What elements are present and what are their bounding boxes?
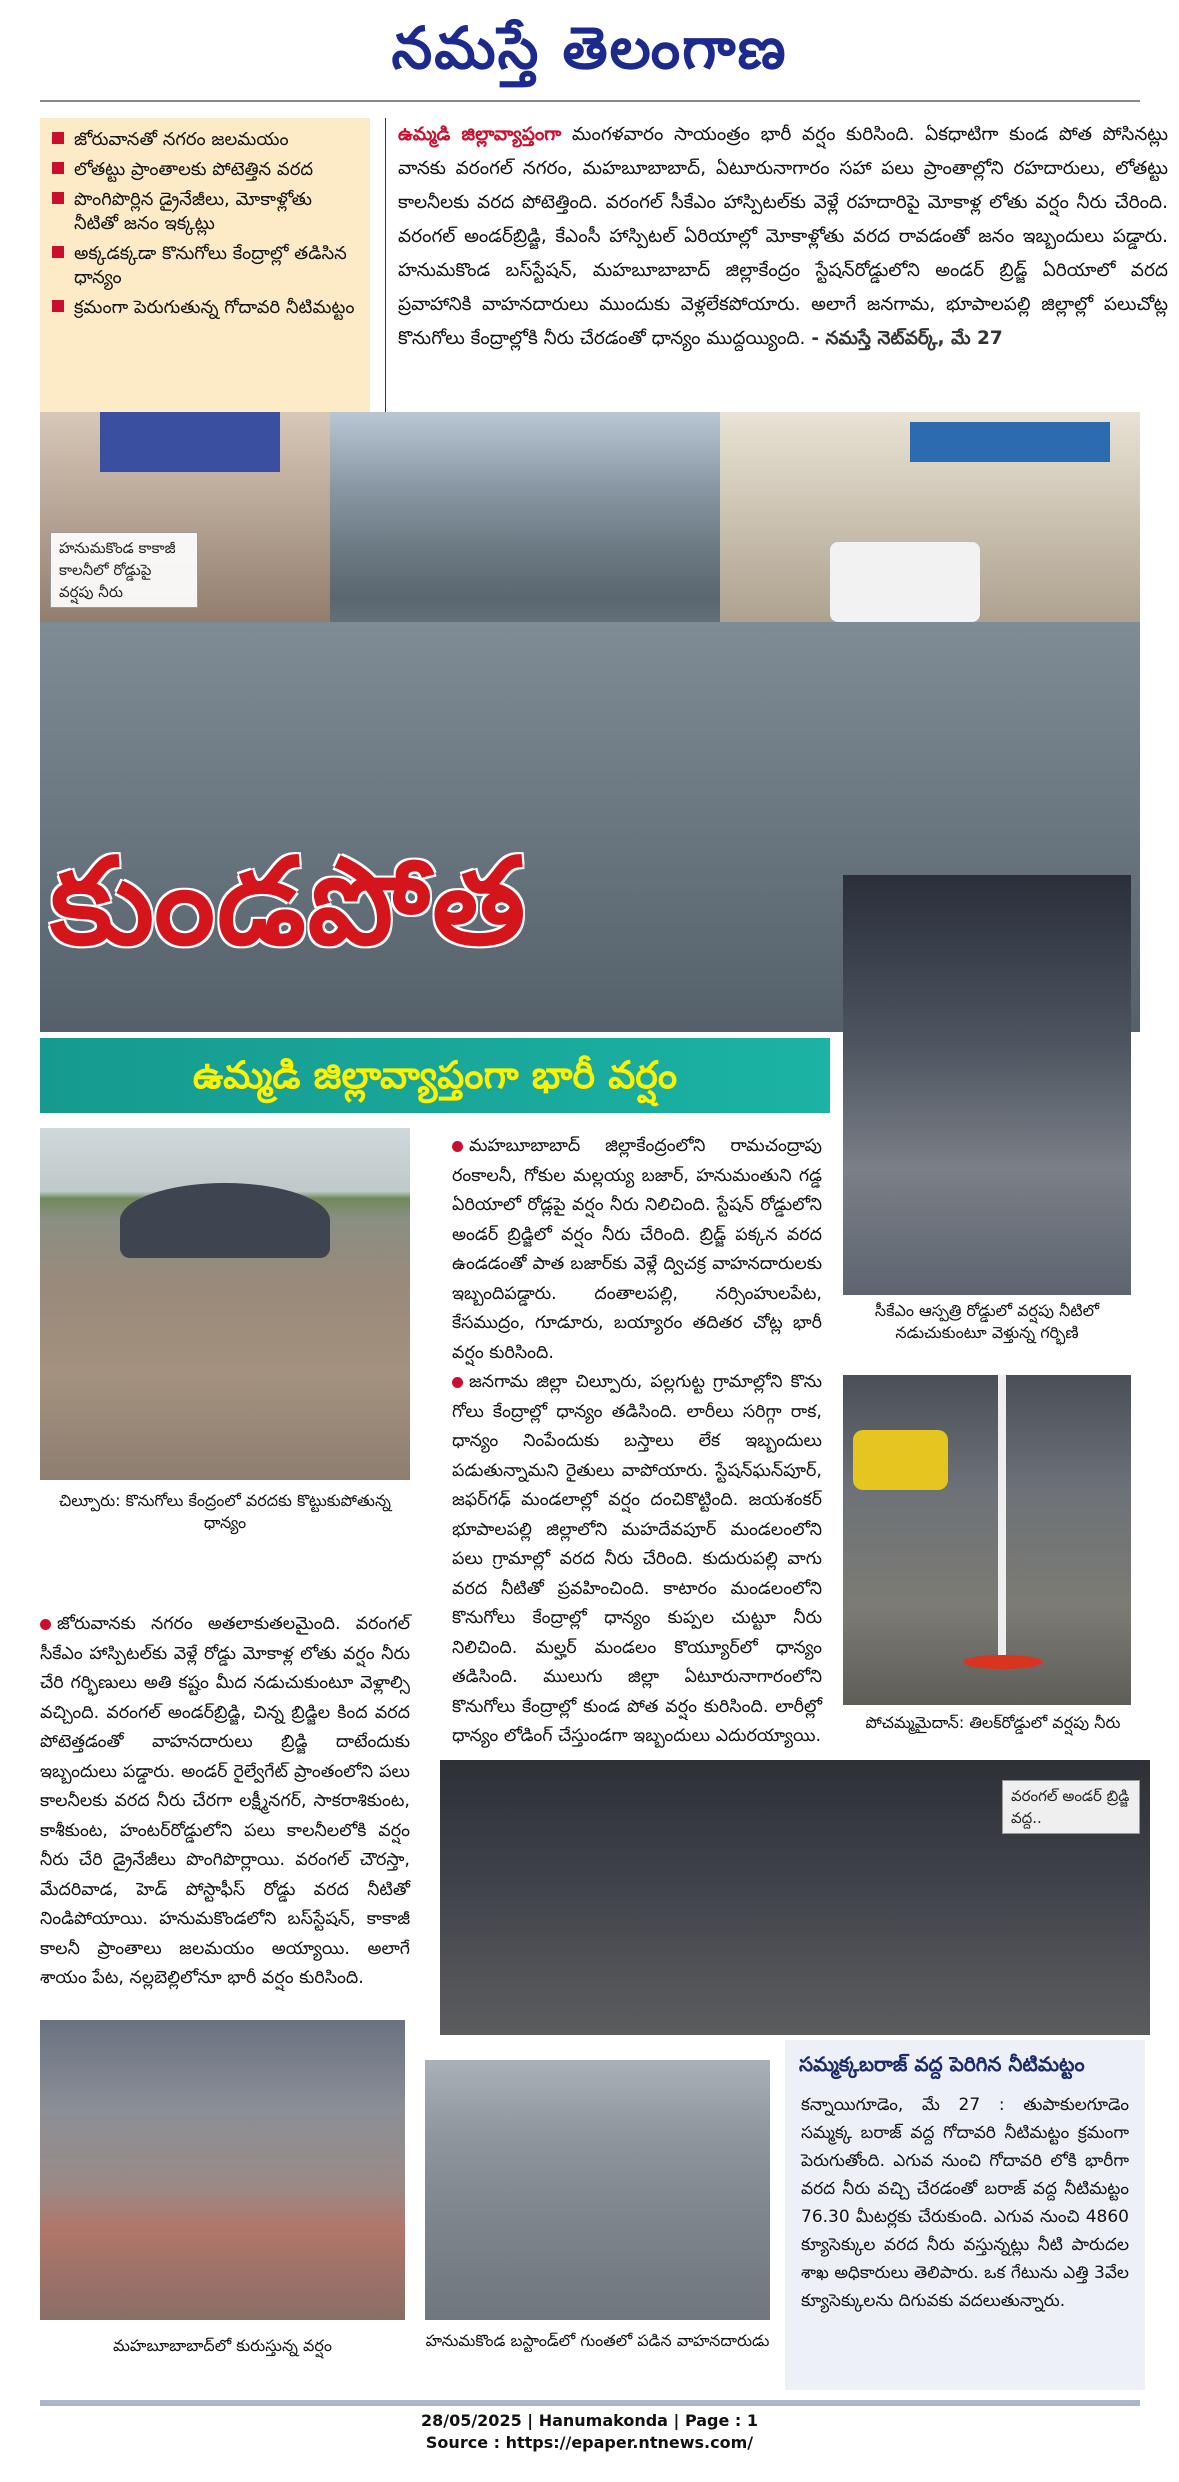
photo-signboard xyxy=(910,422,1110,462)
bullet-icon xyxy=(52,246,64,258)
ckm-photo-caption: సీకేఎం ఆస్పత్రి రోడ్డులో వర్షపు నీటిలో నడుచుకుంటూ వెళ్తున్న గర్భిణి xyxy=(874,1301,1100,1342)
left-column-text: జోరువానకు నగరం అతలాకుతలమైంది. వరంగల్ సీకేఎం హాస్పిటల్‌కు వెళ్లే రోడ్డు మోకాళ్ల లోతు వర్షం నీరు చేరి గర్భిణులు అతి కష్టం మీద నడుచుకుంటూ వెళ్లాల్సి వచ్చింది. వరంగల్ అండర్‌బ్రిడ్జి, చిన్న బ్రిడ్జిల కింద వరద పోటెత్తడంతో వాహనదారులు బ్రిడ్జి దాటేందుకు ఇబ్బందులు పడ్డారు. అండర్ రైల్వేగేట్ ప్రాంతంలోని పలు కాలనీలకు వరద నీరు చేరగా లక్ష్మీనగర్, సాకరాశికుంట, కాశీకుంట, హంటర్‌రోడ్డులోని పలు కాలనీలలోకి వర్షం నీరు చేరి డ్రైనేజీలు పొంగిపొర్లాయి. వరంగల్ చౌరస్తా, మేదరివాడ, హెడ్ పోస్టాఫీస్ రోడ్డు వరద నీటితో నిండిపోయాయి. హనుమకొండలోని బస్‌స్టేషన్, కాకాజీ కాలనీ ప్రాంతాలు జలమయం అయ్యాయి. అలాగే శాయం పేట, నల్లబెల్లిలోనూ భారీ వర్షం కురిసింది. xyxy=(40,1614,410,1988)
grain-center-photo xyxy=(40,1128,410,1480)
headline: కుండపోత xyxy=(50,833,528,972)
tilak-road-caption: పోచమ్మమైదాన్: తిలక్‌రోడ్డులో వర్షపు నీరు xyxy=(865,1713,1121,1732)
byline: - నమస్తే నెట్‌వర్క్, మే 27 xyxy=(811,328,1003,349)
photo-autorickshaw xyxy=(853,1430,948,1490)
mahabubabad-rain-photo xyxy=(40,2020,405,2320)
story-paragraph: జనగామ జిల్లా చిల్పూరు, పల్లగుట్ట గ్రామాల్లోని కొను గోలు కేంద్రాల్లో ధాన్యం తడిసింది. లారీలు సరిగ్గా రాక, ధాన్యం నింపేందుకు బస్తాలు లేక ఇబ్బందులు పడుతున్నామని రైతులు వాపోయారు. స్టేషన్‌ఘన్‌పూర్, జఫర్‌గఢ్ మండలాల్లో వర్షం దంచికొట్టింది. జయశంకర్ భూపాలపల్లి జిల్లాలోని మహదేవపూర్ మండలంలోని పలు గ్రామాల్లో వరద నీరు చేరింది. కుదురుపల్లి వాగు వరద నీటితో ప్రవహించింది. కాటారం మండలంలోని కొనుగోలు కేంద్రాల్లో ధాన్యం కుప్పల చుట్టూ నీరు నిలిచింది. మల్హర్ మండలం కొయ్యూర్‌లో ధాన్యం తడిసింది. ములుగు జిల్లా ఏటూరునాగారంలోని కొనుగోలు కేంద్రాల్లో కుండ పోత వర్షం కురిసింది. లారీల్లో ధాన్యం లోడింగ్ చేస్తుండగా ఇబ్బందులు ఎదురయ్యాయి. xyxy=(452,1372,822,1746)
footer-rule xyxy=(40,2400,1140,2406)
highlight-item: జోరువానతో నగరం జలమయం xyxy=(52,128,358,152)
subheadline: ఉమ్మడి జిల్లావ్యాప్తంగా భారీ వర్షం xyxy=(40,1038,830,1113)
ckm-road-photo xyxy=(843,875,1131,1295)
page-footer xyxy=(0,2410,1179,2454)
highlight-item: పొంగిపొర్లిన డ్రైనేజీలు, మోకాళ్లోతు నీటితో జనం ఇక్కట్లు xyxy=(52,188,358,236)
newspaper-title: నమస్తే తెలంగాణ xyxy=(391,14,788,82)
tilak-road-photo xyxy=(843,1375,1131,1705)
bullet-icon xyxy=(52,300,64,312)
bullet-icon xyxy=(40,1619,51,1630)
footer-date-line: 28/05/2025 | Hanumakonda | Page : 1 xyxy=(420,2411,759,2430)
busstand-caption: హనుమకొండ బస్టాండ్‌లో గుంతలో పడిన వాహనదారుడు xyxy=(425,2331,770,2350)
intro-lead: ఉమ్మడి జిల్లావ్యాప్తంగా xyxy=(398,124,562,145)
busstand-photo xyxy=(425,2060,770,2320)
underbridge-photo xyxy=(440,1760,1150,2035)
photo-tarp xyxy=(120,1183,330,1258)
grain-photo-caption: చిల్పూరు: కొనుగోలు కేంద్రంలో వరదకు కొట్టుకుపోతున్న ధాన్యం xyxy=(59,1491,391,1532)
sidebar-body: కన్నాయిగూడెం, మే 27 : తుపాకులగూడెం సమ్మక్క బరాజ్ వద్ద గోదావరి నీటిమట్టం క్రమంగా పెరుగుతోంది. ఎగువ నుంచి గోదావరి లోకి భారీగా వరద నీరు వచ్చి చేరడంతో బరాజ్ వద్ద నీటిమట్టం 76.30 మీటర్లకు చేరుకుంది. ఎగువ నుంచి 4860 క్యూసెక్కుల వరద నీరు వస్తున్నట్లు నీటి పారుదల శాఖ అధికారులు తెలిపారు. ఒక గేటును ఎత్తి 3వేల క్యూసెక్కులను దిగువకు వదలుతున్నారు. xyxy=(801,2095,1129,2311)
story-paragraph: మహబూబాబాద్ జిల్లాకేంద్రంలోని రామచంద్రాపు రంకాలనీ, గోకుల మల్లయ్య బజార్, హనుమంతుని గడ్డ ఏరియాలో రోడ్లపై వర్షం నీరు నిలిచింది. స్టేషన్ రోడ్డులోని అండర్ బ్రిడ్జిలో వర్షం నీరు చేరింది. బ్రిడ్జ్ పక్కన వరద ఉండడంతో పాత బజార్‌కు వెళ్లే ద్విచక్ర వాహనదారులకు ఇబ్బందిపడ్డారు. దంతాలపల్లి, నర్సింహులపేట, కేసముద్రం, గూడూరు, బయ్యారం తదితర చోట్ల భారీ వర్షం కురిసింది. xyxy=(452,1136,822,1363)
bullet-icon xyxy=(52,192,64,204)
bullet-icon xyxy=(452,1377,463,1388)
photo-pole-base xyxy=(963,1655,1043,1669)
highlight-item: లోతట్టు ప్రాంతాలకు పోటెత్తిన వరద xyxy=(52,158,358,182)
footer-source-line[interactable]: Source : https://epaper.ntnews.com/ xyxy=(425,2433,754,2452)
bullet-icon xyxy=(52,162,64,174)
highlights-box xyxy=(40,118,370,418)
highlight-item: అక్కడక్కడా కొనుగోలు కేంద్రాల్లో తడిసిన ధాన్యం xyxy=(52,242,358,290)
photo-signboard xyxy=(100,412,280,472)
masthead-rule xyxy=(40,100,1140,102)
column-divider xyxy=(385,118,386,418)
middle-column-text xyxy=(452,1132,822,1752)
barrage-sidebar-box xyxy=(785,2040,1145,2390)
photo-van xyxy=(830,542,980,622)
intro-body: మంగళవారం సాయంత్రం భారీ వర్షం కురిసింది. ఏకధాటిగా కుండ పోత పోసినట్లు వానకు వరంగల్ నగరం, మహబూబాబాద్, ఏటూరునాగారం సహా పలు ప్రాంతాల్లోని రహదారులు, లోతట్టు కాలనీలకు వరద పోటెత్తింది. వరంగల్ సీకేఎం హాస్పిటల్‌కు వెళ్లే రహదారిపై మోకాళ్ల లోతు వర్షం నీరు చేరింది. వరంగల్ అండర్‌బ్రిడ్జి, కేఎంసీ హాస్పిటల్ ఏరియాల్లో మోకాళ్లోతు వరద రావడంతో జనం ఇబ్బందులు పడ్డారు. హనుమకొండ బస్‌స్టేషన్, మహబూబాబాద్ జిల్లాకేంద్రం స్టేషన్‌రోడ్డులోని అండర్ బ్రిడ్జ్ ఏరియాలో వరద ప్రవాహానికి వాహనదారులు ముందుకు వెళ్లలేకపోయారు. అలాగే జనగామ, భూపాలపల్లి జిల్లాల్లో పలుచోట్ల కొనుగోలు కేంద్రాల్లోకి నీరు చేరడంతో ధాన్యం ముద్దయ్యింది. xyxy=(398,124,1168,349)
mahabubabad-caption: మహబూబాబాద్‌లో కురుస్తున్న వర్షం xyxy=(112,2336,333,2355)
masthead xyxy=(0,0,1179,100)
highlight-item: క్రమంగా పెరుగుతున్న గోదావరి నీటిమట్టం xyxy=(52,296,358,320)
bullet-icon xyxy=(52,132,64,144)
intro-paragraph xyxy=(398,118,1168,408)
bullet-icon xyxy=(452,1141,463,1152)
main-photo-label: హనుమకొండ కాకాజీ కాలనీలో రోడ్డుపై వర్షపు నీరు xyxy=(50,532,198,608)
photo-pole xyxy=(998,1375,1006,1665)
sidebar-title: సమ్మక్కబరాజ్ వద్ద పెరిగిన నీటిమట్టం xyxy=(799,2052,1085,2076)
underbridge-label: వరంగల్ అండర్ బ్రిడ్జి వద్ద.. xyxy=(1002,1780,1140,1834)
